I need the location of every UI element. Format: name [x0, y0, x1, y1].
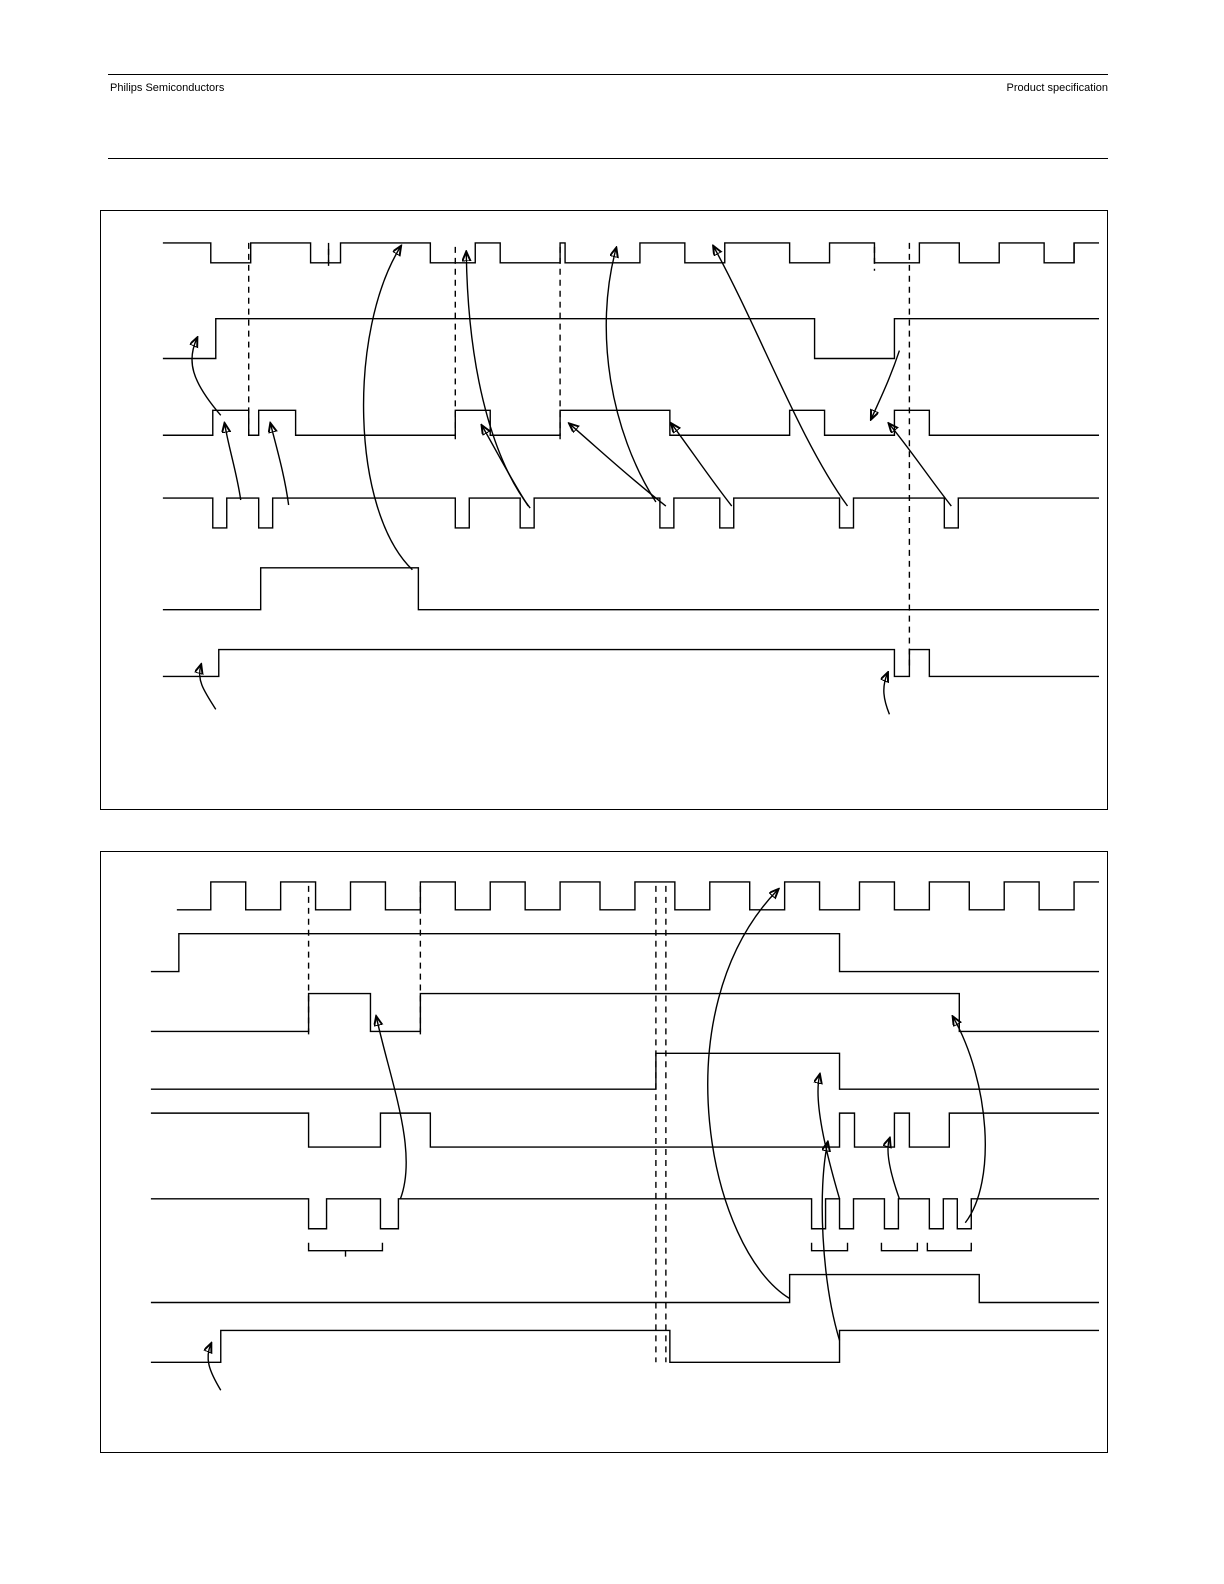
waveform-pulse-row3 [163, 410, 1099, 435]
timing-diagram-figure-2 [100, 851, 1108, 1453]
annotation2-arrow-3 [818, 1075, 840, 1199]
annotation-arrow-11 [889, 424, 951, 506]
annotation-arrow-13 [200, 665, 216, 709]
annotation-arrow-10 [714, 247, 848, 506]
annotation-arrow-2 [225, 424, 241, 500]
waveform-stop-row8 [151, 1330, 1099, 1362]
measure-bracket-3 [881, 1243, 917, 1251]
waveform-clock-row1 [177, 882, 1099, 910]
annotation-arrow-6 [482, 426, 528, 506]
waveform-clock-top [163, 243, 1099, 263]
waveform-step-row5 [163, 568, 1099, 610]
annotation-arrow-9 [672, 424, 732, 506]
annotation-arrow-8 [606, 249, 656, 502]
annotation-arrow-14 [884, 673, 890, 714]
header-right-text: Product specification [1006, 82, 1108, 94]
annotation2-arrow-2 [708, 890, 790, 1299]
waveform-narrowpulse-row4 [163, 498, 1099, 528]
annotation-arrow-12 [871, 351, 899, 419]
waveform-rw-row5 [151, 1113, 1099, 1147]
waveform-ack-row6 [151, 1199, 1099, 1229]
annotation2-arrow-6 [953, 1017, 985, 1222]
waveform-strobe-row6 [163, 650, 1099, 677]
measure-bracket-4 [927, 1243, 971, 1251]
waveform-address-row3 [151, 994, 1099, 1032]
annotation-arrow-5 [466, 253, 530, 508]
measure-bracket-2 [812, 1243, 848, 1251]
annotation-arrow-4 [364, 247, 413, 570]
waveform-enable-row2 [151, 934, 1099, 972]
timing-diagram-figure-1 [100, 210, 1108, 810]
figure-2-waveforms [101, 852, 1107, 1452]
annotation2-arrow-4 [822, 1143, 839, 1340]
annotation2-arrow-7 [208, 1344, 221, 1390]
waveform-data-row2 [163, 319, 1099, 359]
annotation2-arrow-1 [376, 1017, 406, 1198]
annotation2-arrow-5 [888, 1139, 900, 1199]
measure-bracket-1 [309, 1243, 383, 1251]
annotation-arrow-3 [271, 424, 289, 505]
header-rule-top [108, 74, 1108, 75]
figure-1-waveforms [101, 211, 1107, 809]
header-left-text: Philips Semiconductors [110, 82, 225, 94]
waveform-data-row4 [151, 1053, 1099, 1089]
waveform-datavalid-row7 [151, 1275, 1099, 1303]
header-rule-bottom [108, 158, 1108, 159]
